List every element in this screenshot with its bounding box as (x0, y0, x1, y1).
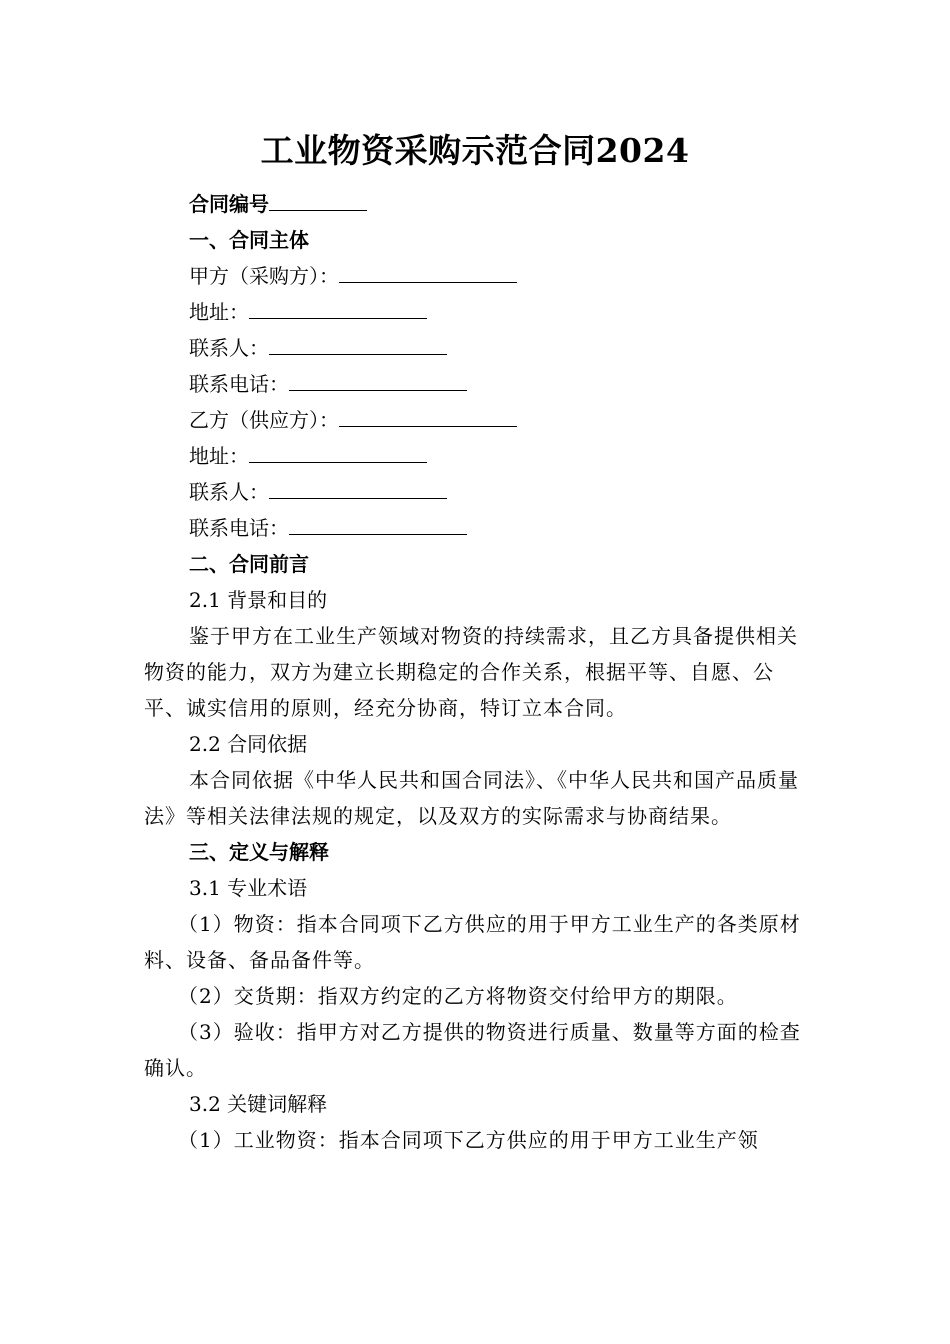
party-b-phone-line (144, 510, 812, 546)
document-title: 工业物资采购示范合同2024 (260, 131, 690, 170)
contract-number-label: 合同编号 (189, 192, 269, 216)
party-a-address-blank (249, 296, 427, 319)
party-a-phone-blank (289, 368, 467, 391)
document-body (144, 186, 812, 1158)
party-a-address-line (144, 294, 812, 330)
party-b-contact-label: 联系人： (189, 480, 269, 504)
party-a-label: 甲方（采购方）： (189, 264, 339, 288)
party-a-contact-label: 联系人： (189, 336, 269, 360)
section-3-heading: 三、定义与解释 (189, 840, 329, 864)
party-a-contact-line (144, 330, 812, 366)
party-a-contact-blank (269, 332, 447, 355)
contract-number-line (144, 186, 812, 222)
section-2-1-paragraph: 鉴于甲方在工业生产领域对物资的持续需求，且乙方具备提供相关物资的能力，双方为建立长期稳定的合作关系，根据平等、自愿、公平、诚实信用的原则，经充分协商，特订立本合同。 (144, 624, 798, 720)
party-a-blank (339, 260, 517, 283)
party-a-line (144, 258, 812, 294)
party-b-phone-label: 联系电话： (189, 516, 289, 540)
section-2-2-subheading: 2.2 合同依据 (189, 732, 308, 756)
section-1-heading: 一、合同主体 (189, 228, 309, 252)
party-b-contact-line (144, 474, 812, 510)
section-2-2-paragraph: 本合同依据《中华人民共和国合同法》、《中华人民共和国产品质量法》等相关法律法规的规定，以及双方的实际需求与协商结果。 (144, 768, 799, 828)
party-a-phone-line (144, 366, 812, 402)
party-a-address-label: 地址： (189, 300, 249, 324)
party-b-address-line (144, 438, 812, 474)
party-b-contact-blank (269, 476, 447, 499)
section-3-2-subheading: 3.2 关键词解释 (189, 1092, 328, 1116)
definition-item-3: （3）验收：指甲方对乙方提供的物资进行质量、数量等方面的检查确认。 (144, 1020, 801, 1080)
party-b-address-blank (249, 440, 427, 463)
definition-item-2: （2）交货期：指双方约定的乙方将物资交付给甲方的期限。 (178, 984, 738, 1008)
party-b-line (144, 402, 812, 438)
section-3-1-subheading: 3.1 专业术语 (189, 876, 308, 900)
section-2-heading: 二、合同前言 (189, 552, 309, 576)
contract-number-blank (269, 188, 367, 211)
party-b-address-label: 地址： (189, 444, 249, 468)
keyword-item-1: （1）工业物资：指本合同项下乙方供应的用于甲方工业生产领 (178, 1128, 759, 1152)
party-b-blank (339, 404, 517, 427)
party-b-label: 乙方（供应方）： (189, 408, 339, 432)
party-a-phone-label: 联系电话： (189, 372, 289, 396)
definition-item-1: （1）物资：指本合同项下乙方供应的用于甲方工业生产的各类原材料、设备、备品备件等。 (144, 912, 801, 972)
party-b-phone-blank (289, 512, 467, 535)
section-2-1-subheading: 2.1 背景和目的 (189, 588, 328, 612)
